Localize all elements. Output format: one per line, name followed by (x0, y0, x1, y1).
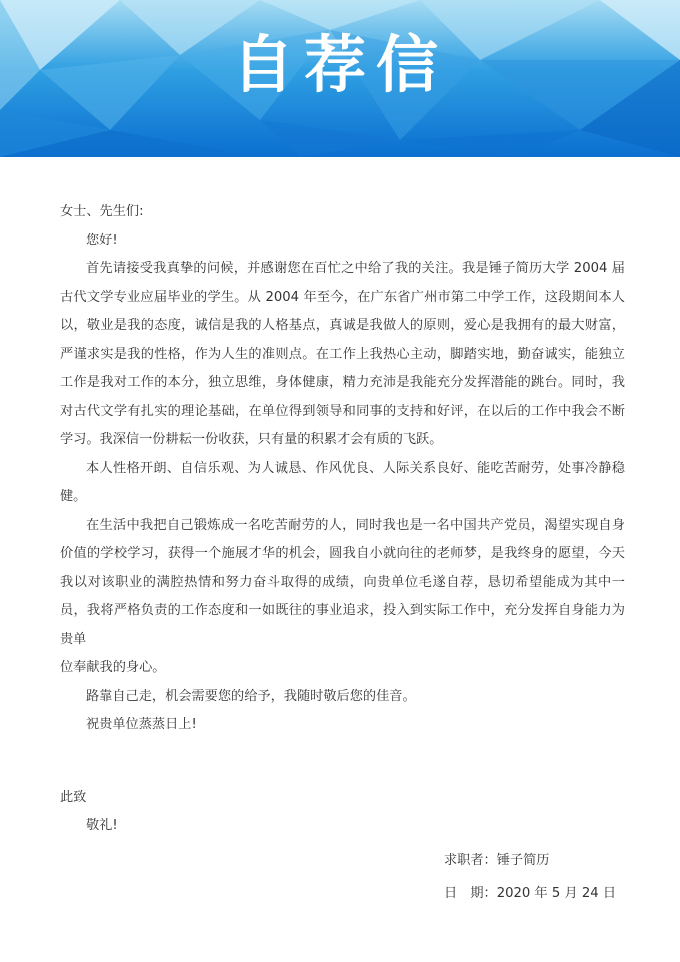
letter-paragraph: 在生活中我把自己锻炼成一名吃苦耐劳的人，同时我也是一名中国共产党员，渴望实现自身价值的学校学习，获得一个施展才华的机会，圆我自小就向往的老师梦，是我终身的愿望，今天我以对该职业的满腔热情和努力奋斗取得的成绩，向贵单位毛遂自荐，恳切希望能成为其中一员，我将严格负责的工作态度和一如既往的事业追求，投入到实际工作中，充分发挥自身能力为贵单 (60, 517, 625, 647)
letter-paragraph: 本人性格开朗、自信乐观、为人诚恳、作风优良、人际关系良好、能吃苦耐劳，处事冷静稳健。 (60, 460, 625, 504)
letter-paragraph-continuation: 位奉献我的身心。 (60, 660, 166, 675)
signature: 求职者：锤子简历 (444, 853, 550, 868)
letter-paragraph: 首先请接受我真挚的问候，并感谢您在百忙之中给了我的关注。我是锤子简历大学 2004 届古代文学专业应届毕业的学生。从 2004 年至今，在广东省广州市第二中学工作，这段期间本人以，敬业是我的态度，诚信是我的人格基点，真诚是我做人的原则，爱心是我拥有的最大财富，严谨求实是我的性格，作为人生的准则点。在工作上我热心主动，脚踏实地，勤奋诚实，能独立工作是我对工作的本分，独立思维，身体健康，精力充沛是我能充分发挥潜能的跳台。同时，我对古代文学有扎实的理论基础，在单位得到领导和同事的支持和好评，在以后的工作中我会不断学习。我深信一份耕耘一份收获，只有量的积累才会有质的飞跃。 (60, 261, 625, 447)
letter-closing: 此致 (60, 789, 87, 805)
letter-body (60, 198, 625, 841)
letter-date: 日 期：2020 年 5 月 24 日 (444, 886, 617, 901)
letter-paragraph: 路靠自己走，机会需要您的给予，我随时敬后您的佳音。 (86, 688, 416, 704)
letter-wish: 祝贵单位蒸蒸日上! (86, 717, 197, 732)
header-banner (0, 0, 680, 157)
letter-greeting: 女士、先生们: (60, 204, 144, 219)
page-title: 自荐信 (231, 28, 448, 101)
letter-hello: 您好! (86, 232, 118, 248)
letter-regards: 敬礼! (86, 818, 118, 833)
